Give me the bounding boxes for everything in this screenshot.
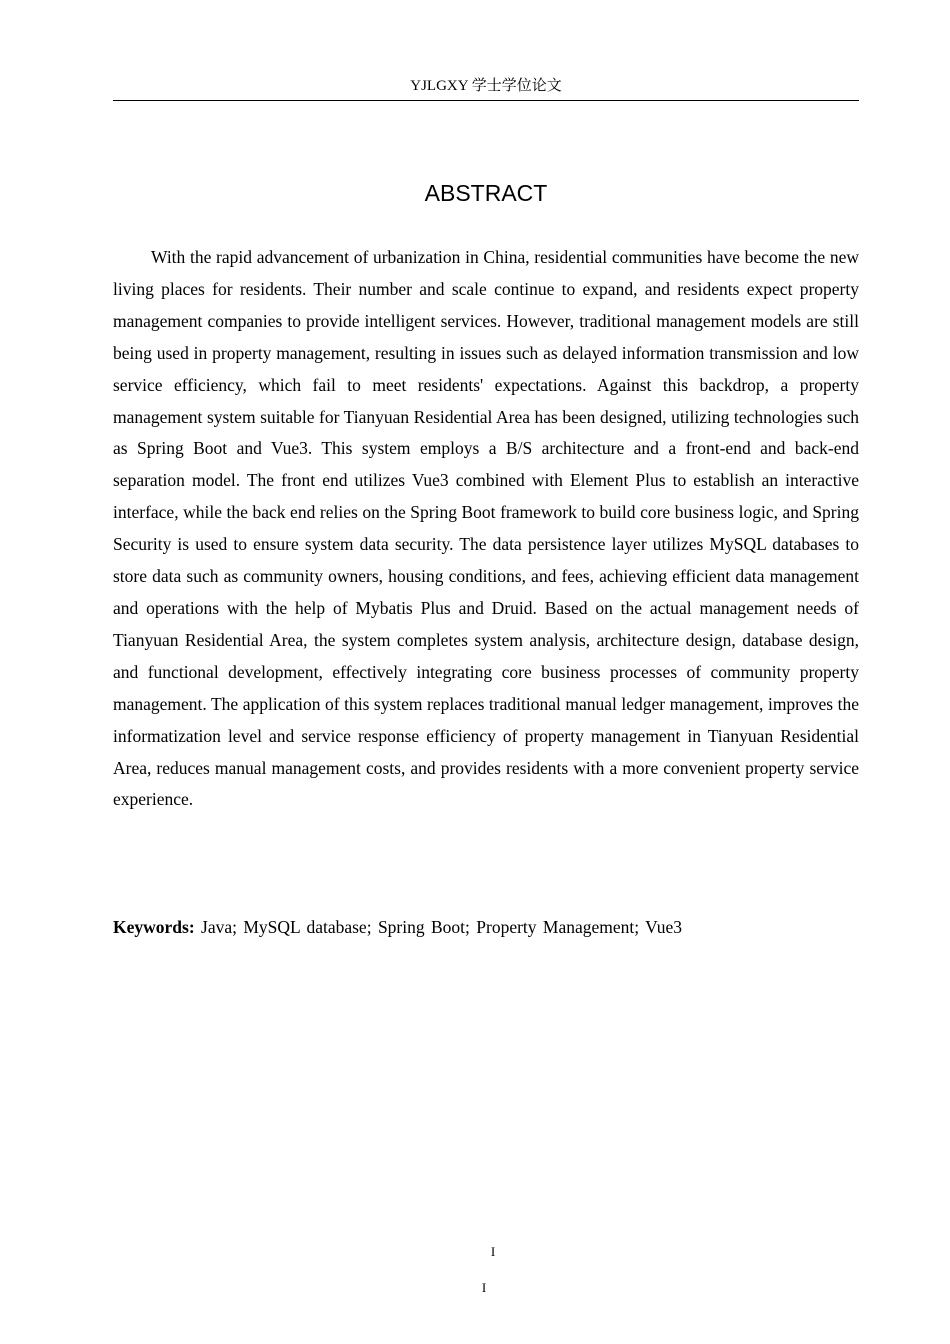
keywords-list: Java; MySQL database; Spring Boot; Property Management; Vue3: [201, 917, 683, 937]
keywords-label: Keywords:: [113, 917, 195, 937]
abstract-body: With the rapid advancement of urbanization in China, residential communities have become the new living places for residents. Their number and scale continue to expand, and residents expect property management companies to provide intelligent services. However, traditional management models are still being used in property management, resulting in issues such as delayed information transmission and low service efficiency, which fail to meet residents' expectations. Against this backdrop, a property management system suitable for Tianyuan Residential Area has been designed, utilizing technologies such as Spring Boot and Vue3. This system employs a B/S architecture and a front-end and back-end separation model. The front end utilizes Vue3 combined with Element Plus to establish an interactive interface, while the back end relies on the Spring Boot framework to build core business logic, and Spring Security is used to ensure system data security. The data persistence layer utilizes MySQL databases to store data such as community owners, housing conditions, and fees, achieving efficient data management and operations with the help of Mybatis Plus and Druid. Based on the actual management needs of Tianyuan Residential Area, the system completes system analysis, architecture design, database design, and functional development, effectively integrating core business processes of community property management. The application of this system replaces traditional manual ledger management, improves the informatization level and service response efficiency of property management in Tianyuan Residential Area, reduces manual management costs, and provides residents with a more convenient property service experience.: [113, 247, 859, 810]
page-number-upper: I: [490, 1244, 496, 1259]
abstract-title: ABSTRACT: [424, 180, 548, 206]
header-rule: [113, 100, 859, 101]
keywords-line: [113, 912, 859, 944]
page-header: YJLGXY 学士学位论文: [410, 78, 562, 94]
page-number-lower: I: [481, 1280, 487, 1295]
